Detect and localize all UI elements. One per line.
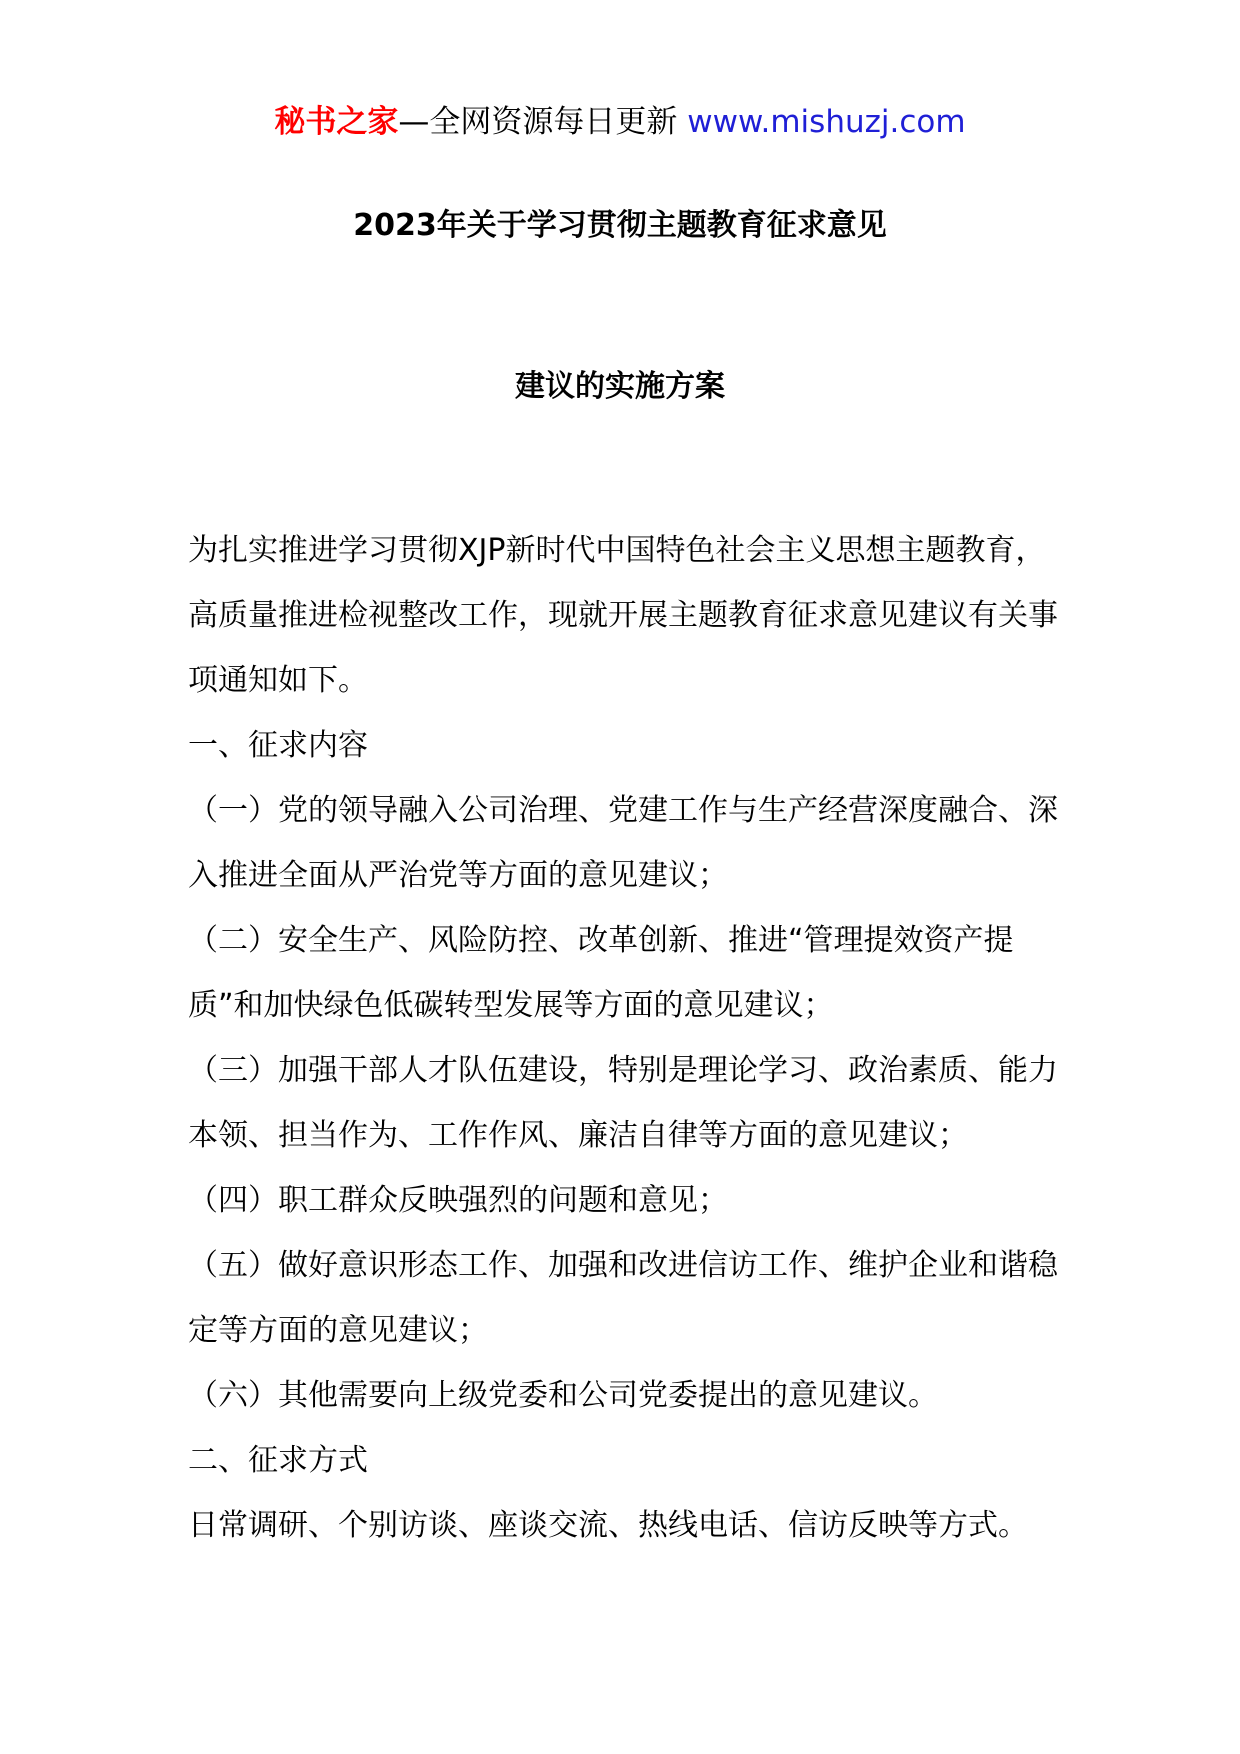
- site-url-link[interactable]: www.mishuzj.com: [687, 104, 966, 140]
- section-heading-content: 一、征求内容: [188, 728, 368, 763]
- header-tagline: —全网资源每日更新: [398, 104, 678, 140]
- list-item-2: （二）安全生产、风险防控、改革创新、推进“管理提效资产提质”和加快绿色低碳转型发展等方面的意见建议；: [188, 923, 1014, 1023]
- section-heading-method: 二、征求方式: [188, 1443, 368, 1478]
- list-item-5: （五）做好意识形态工作、加强和改进信访工作、维护企业和谐稳定等方面的意见建议；: [188, 1248, 1058, 1348]
- list-item-3: （三）加强干部人才队伍建设，特别是理论学习、政治素质、能力本领、担当作为、工作作风、廉洁自律等方面的意见建议；: [188, 1053, 1058, 1153]
- document-body: [188, 518, 1068, 1558]
- list-item-1: （一）党的领导融入公司治理、党建工作与生产经营深度融合、深入推进全面从严治党等方面的意见建议；: [188, 793, 1058, 893]
- method-paragraph: 日常调研、个别访谈、座谈交流、热线电话、信访反映等方式。: [188, 1508, 1028, 1543]
- intro-paragraph: 为扎实推进学习贯彻XJP新时代中国特色社会主义思想主题教育，高质量推进检视整改工作，现就开展主题教育征求意见建议有关事项通知如下。: [188, 533, 1058, 698]
- document-title-line-1: 2023年关于学习贯彻主题教育征求意见: [353, 208, 887, 243]
- list-item-4: （四）职工群众反映强烈的问题和意见；: [188, 1183, 728, 1218]
- site-header: [0, 100, 1240, 144]
- list-item-6: （六）其他需要向上级党委和公司党委提出的意见建议。: [188, 1378, 938, 1413]
- document-title-line-2: 建议的实施方案: [515, 369, 725, 404]
- brand-name: 秘书之家: [274, 104, 399, 140]
